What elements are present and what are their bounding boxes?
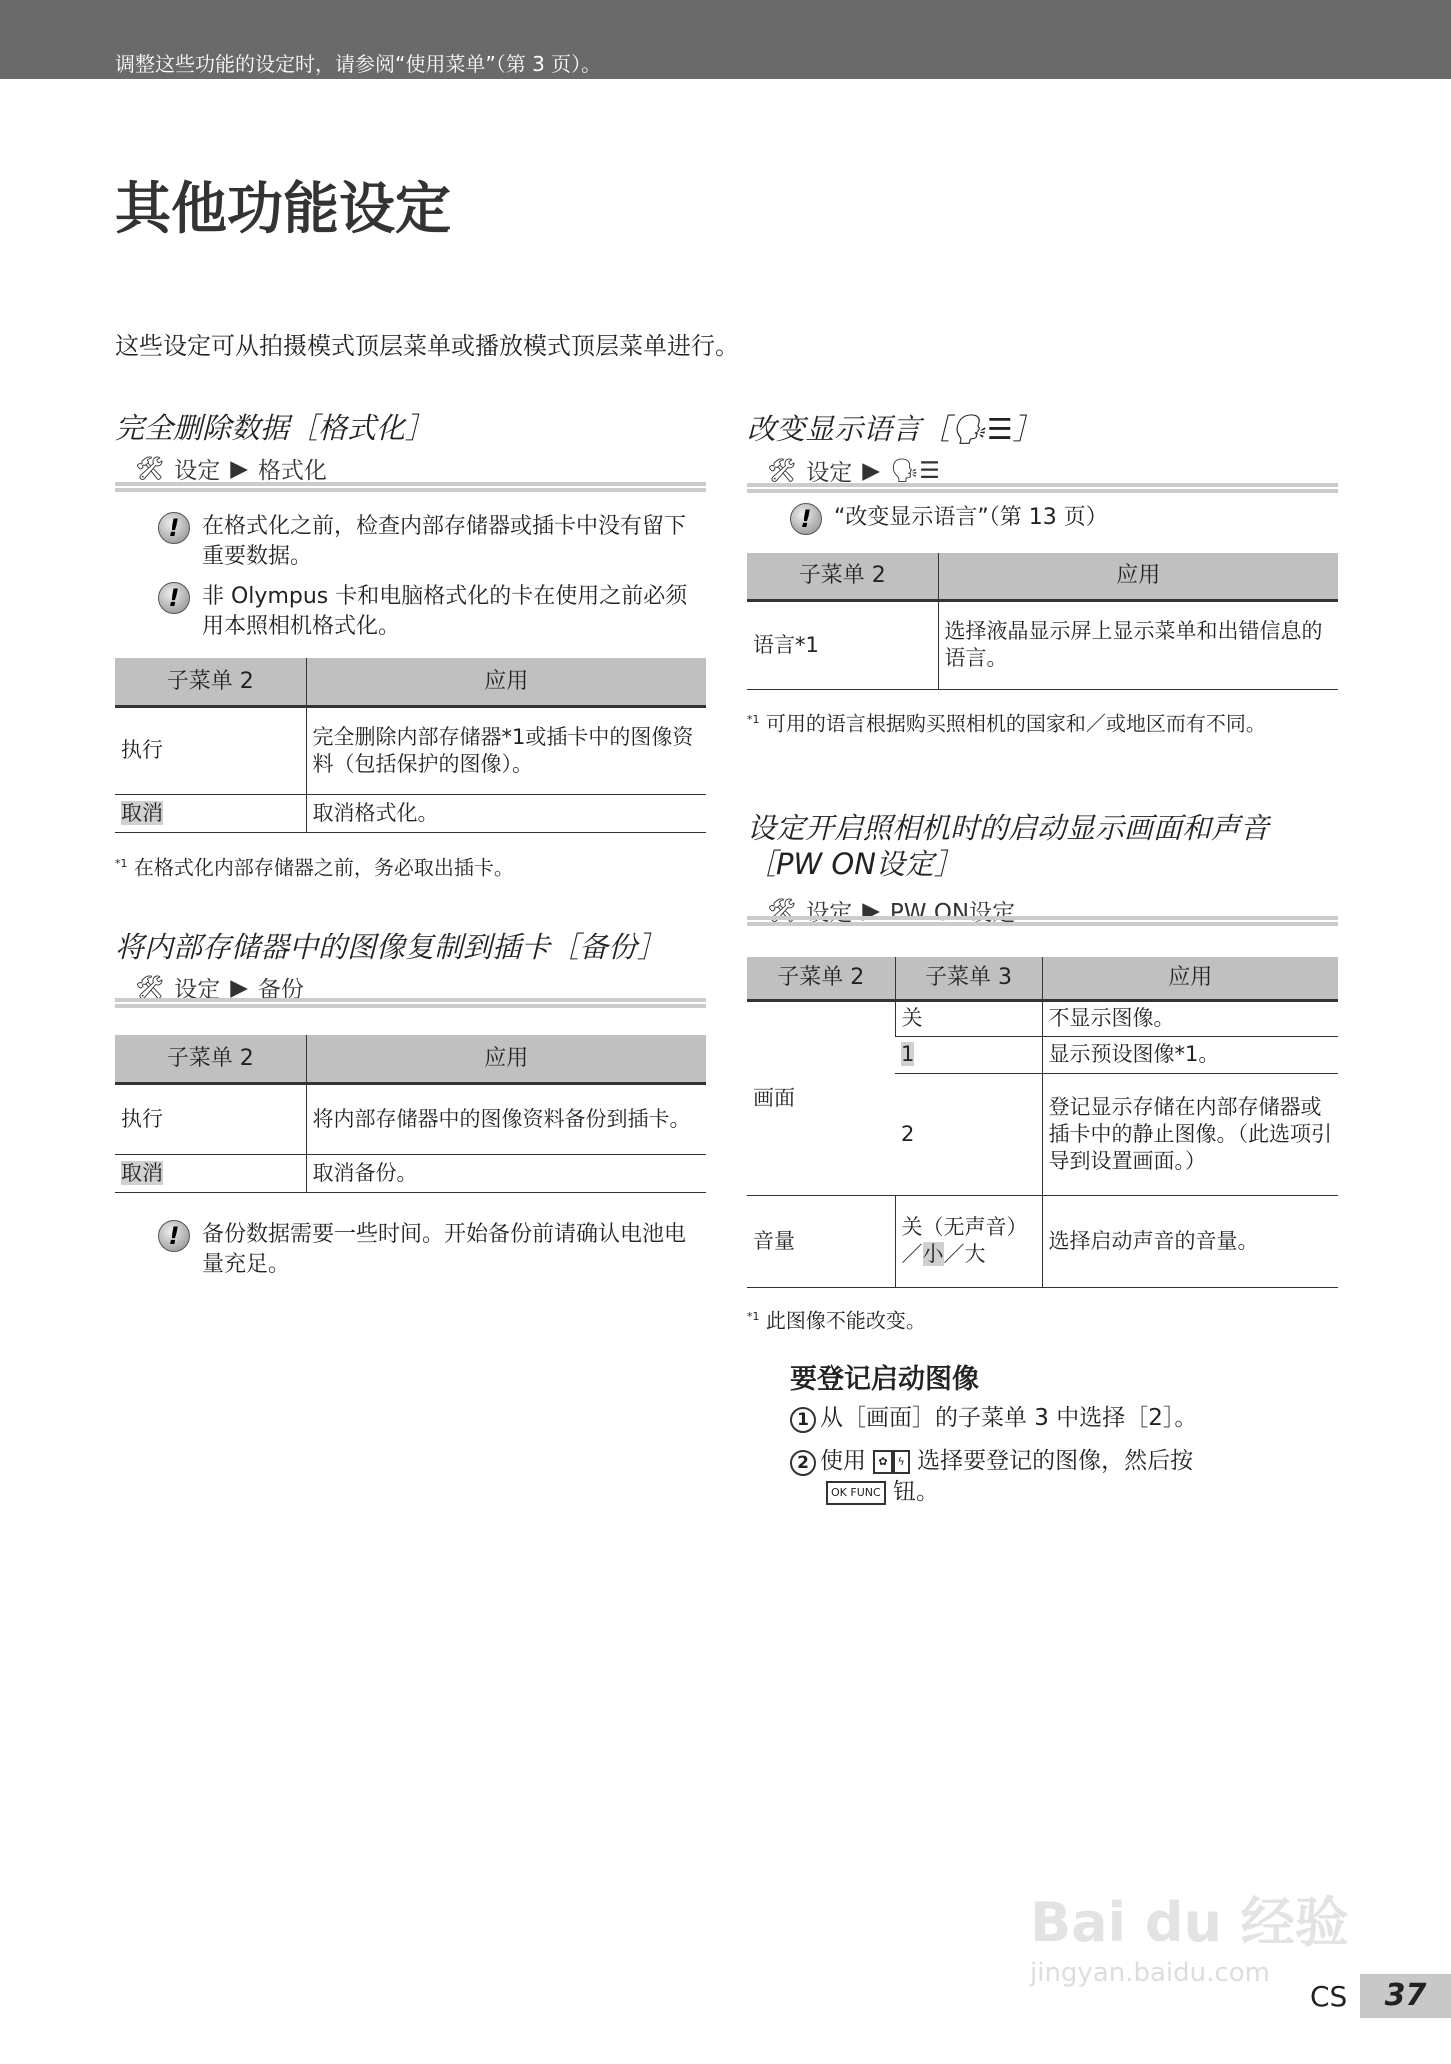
path-step: 设定 [174,977,221,1003]
watermark-logo: Bai du 经验 [1030,1891,1349,1954]
col-header: 子菜单 3 [895,957,1042,1000]
heading-text: 改变显示语言［ [747,412,951,446]
step-text: 选择要登记的图像，然后按 [917,1448,1194,1474]
step-number-icon: 2 [790,1450,816,1476]
footnote [115,850,514,882]
step-1 [790,1403,1197,1434]
col-header: 子菜单 2 [747,553,938,600]
top-bar [0,0,1451,79]
cell: 音量 [747,1195,895,1287]
footnote-mark: *1 [747,713,760,726]
divider [747,916,1338,926]
footnote-text: 在格式化内部存储器之前，务必取出插卡。 [133,855,514,880]
cell [115,794,306,832]
format-table [115,658,706,833]
page-number: 37 [1360,1974,1451,2018]
note-text: 在格式化之前，检查内部存储器或插卡中没有留下重要数据。 [202,514,687,569]
cell: 选择液晶显示屏上显示菜单和出错信息的语言。 [938,600,1338,689]
flash-button-icon: ϟ [893,1450,910,1474]
page-title: 其他功能设定 [115,177,451,242]
option-text: ／大 [943,1242,986,1266]
cell: 2 [895,1073,1042,1195]
divider [115,998,706,1008]
watermark-url: jingyan.baidu.com [1030,1958,1270,1988]
default-option: 1 [901,1042,915,1066]
tools-icon: 🛠 [135,456,165,482]
cell: 选择启动声音的音量。 [1042,1195,1338,1287]
path-step: 备份 [257,977,304,1003]
col-header: 子菜单 2 [747,957,895,1000]
path-step: 格式化 [257,458,327,484]
step-text: 使用 [820,1448,866,1474]
cell: 登记显示存储在内部存储器或插卡中的静止图像。（此选项引导到设置画面。） [1042,1073,1338,1195]
cell: 执行 [115,1083,306,1154]
col-header: 应用 [1042,957,1338,1000]
default-option: 小 [922,1242,944,1266]
language-code: CS [1310,1980,1348,2013]
caution-icon: ! [158,512,190,544]
arrow-icon: ▶ [230,455,248,482]
path-step: 设定 [806,460,853,486]
step-text: 从［画面］的子菜单 3 中选择［2］。 [820,1405,1198,1431]
note-text: 备份数据需要一些时间。开始备份前请确认电池电量充足。 [202,1222,687,1277]
macro-button-icon: ✿ [873,1450,892,1474]
col-header: 子菜单 2 [115,1035,306,1083]
col-header: 应用 [306,658,706,706]
cell: 语言*1 [747,600,938,689]
backup-heading: 将内部存储器中的图像复制到插卡［备份］ [115,930,667,964]
arrow-icon: ▶ [862,897,880,924]
header-text: 调整这些功能的设定时，请参阅“使用菜单”（第 3 页）。 [115,52,602,76]
tools-icon: 🛠 [135,975,165,1001]
default-option: 取消 [121,800,163,825]
caution-icon: ! [158,1220,190,1252]
step-number-icon: 1 [790,1407,816,1433]
footnote-mark: *1 [747,1310,760,1323]
tools-icon: 🛠 [767,898,797,924]
heading-line: 设定开启照相机时的启动显示画面和声音 [747,811,1270,845]
step-text: 钮。 [892,1479,939,1505]
caution-note [158,1220,706,1280]
intro-text: 这些设定可从拍摄模式顶层菜单或播放模式顶层菜单进行。 [115,332,739,360]
note-text: “改变显示语言”（第 13 页） [834,505,1108,530]
pwon-table [747,957,1338,1288]
pwon-heading [747,810,1269,882]
cell [895,1195,1042,1287]
caution-icon: ! [790,503,822,535]
footnote-mark: *1 [115,857,128,870]
cell: 取消格式化。 [306,794,706,832]
heading-line: ［PW ON设定］ [747,847,963,881]
format-menu-path [135,452,327,485]
footnote [747,1303,926,1335]
cell: 完全删除内部存储器*1或插卡中的图像资料（包括保护的图像）。 [306,706,706,794]
cell: 执行 [115,706,306,794]
cell [895,1036,1042,1073]
divider [747,483,1338,493]
language-icon: 🗣☰ [889,458,940,484]
divider [115,482,706,492]
language-heading [747,407,1042,448]
cell: 关 [895,1000,1042,1036]
caution-note [790,503,1338,535]
cell: 画面 [747,1000,895,1195]
arrow-icon: ▶ [862,457,880,484]
caution-note [158,512,706,572]
subheading: 要登记启动图像 [790,1364,979,1395]
format-heading: 完全删除数据［格式化］ [115,411,435,445]
footnote [747,706,1338,738]
default-option: 取消 [121,1160,163,1185]
caution-icon: ! [158,582,190,614]
arrow-icon: ▶ [230,974,248,1001]
path-step: 设定 [174,458,221,484]
language-table [747,553,1338,690]
caution-note [158,582,706,642]
language-icon: 🗣☰ [950,412,1013,446]
ok-func-button-icon: OK FUNC [826,1481,886,1505]
cell: 显示预设图像*1。 [1042,1036,1338,1073]
footnote-text: 此图像不能改变。 [765,1308,926,1333]
footnote-text: 可用的语言根据购买照相机的国家和／或地区而有不同。 [765,711,1266,736]
heading-text: ］ [1012,412,1042,446]
cell: 取消备份。 [306,1154,706,1192]
col-header: 子菜单 2 [115,658,306,706]
step-2 [790,1446,1338,1508]
path-step: 设定 [806,900,853,926]
cell: 将内部存储器中的图像资料备份到插卡。 [306,1083,706,1154]
path-step: PW ON设定 [889,900,1016,926]
backup-table [115,1035,706,1193]
col-header: 应用 [938,553,1338,600]
option-text: 关（无声音）／ [901,1215,1028,1266]
cell [115,1154,306,1192]
note-text: 非 Olympus 卡和电脑格式化的卡在使用之前必须用本照相机格式化。 [202,584,688,639]
cell: 不显示图像。 [1042,1000,1338,1036]
col-header: 应用 [306,1035,706,1083]
tools-icon: 🛠 [767,458,797,484]
